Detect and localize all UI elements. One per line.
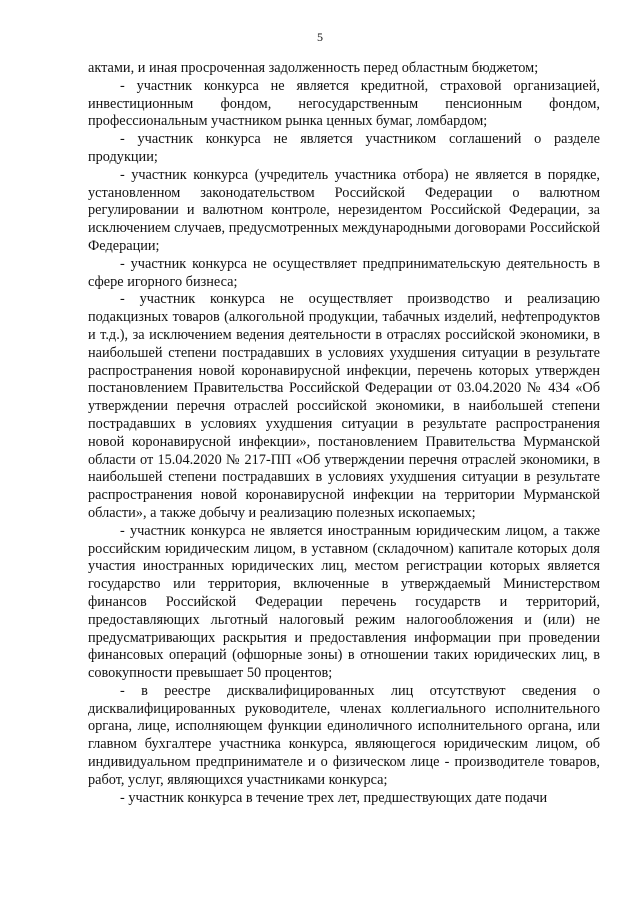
paragraph-excise-goods: - участник конкурса не осуществляет производство и реализацию подакцизных товаров (алкогольной продукции, табачных изделий, нефтепродуктов и т.д.), за исключением ведения деятельности в отраслях российской экономики, в наибольшей степени пострадавших в условиях ухудшения ситуации в результате распространения новой коронавирусной инфекции, перечень которых утвержден постановлением Правительства Российской Федерации от 03.04.2020 № 434 «Об утверждении перечня отраслей российской экономики, в наибольшей степени пострадавших в условиях ухудшения ситуации в результате распространения новой коронавирусной инфекции», постановлением Правительства Мурманской области от 15.04.2020 № 217-ПП «Об утверждении перечня отраслей экономики, в наибольшей степени пострадавших в условиях ухудшения ситуации в результате распространения новой коронавирусной инфекции на территории Мурманской области», а также добычу и реализацию полезных ископаемых; bbox=[88, 291, 600, 521]
page-number: 5 bbox=[317, 30, 323, 44]
paragraph-continuation: актами, и иная просроченная задолженность перед областным бюджетом; bbox=[88, 60, 539, 76]
paragraph-foreign-entity: - участник конкурса не является иностранным юридическим лицом, а также российским юридическим лицом, в уставном (складочном) капитале которых доля участия иностранных юридических лиц, местом регистрации которых является государство или территория, включенные в утверждаемый Министерством финансов Российской Федерации перечень государств и территорий, предоставляющих льготный налоговый режим налогообложения и (или) не предусматривающих раскрытия и предоставления информации при проведении финансовых операций (офшорные зоны) в отношении таких юридических лиц, в совокупности превышает 50 процентов; bbox=[88, 522, 600, 682]
paragraph-non-resident: - участник конкурса (учредитель участника отбора) не является в порядке, установленном законодательством Российской Федерации о валютном регулировании и валютном контроле, нерезидентом Российской Федерации, за исключением случаев, предусмотренных международными договорами Российской Федерации; bbox=[88, 166, 600, 254]
paragraph-production-sharing: - участник конкурса не является участником соглашений о разделе продукции; bbox=[88, 131, 600, 165]
document-body bbox=[88, 60, 600, 807]
paragraph-three-years: - участник конкурса в течение трех лет, предшествующих дате подачи bbox=[120, 789, 548, 806]
paragraph-gambling: - участник конкурса не осуществляет предпринимательскую деятельность в сфере игорного бизнеса; bbox=[88, 255, 600, 290]
paragraph-disqualified-persons: - в реестре дисквалифицированных лиц отсутствуют сведения о дисквалифицированных руководителе, членах коллегиального исполнительного органа, лице, исполняющем функции единоличного исполнительного органа, или главном бухгалтере участника конкурса, являющегося юридическим лицом, об индивидуальном предпринимателе и о физическом лице - производителе товаров, работ, услуг, являющихся участниками конкурса; bbox=[88, 682, 600, 788]
paragraph-not-credit-organization: - участник конкурса не является кредитной, страховой организацией, инвестиционным фондом, негосударственным пенсионным фондом, профессиональным участником рынка ценных бумаг, ломбардом; bbox=[88, 77, 600, 130]
